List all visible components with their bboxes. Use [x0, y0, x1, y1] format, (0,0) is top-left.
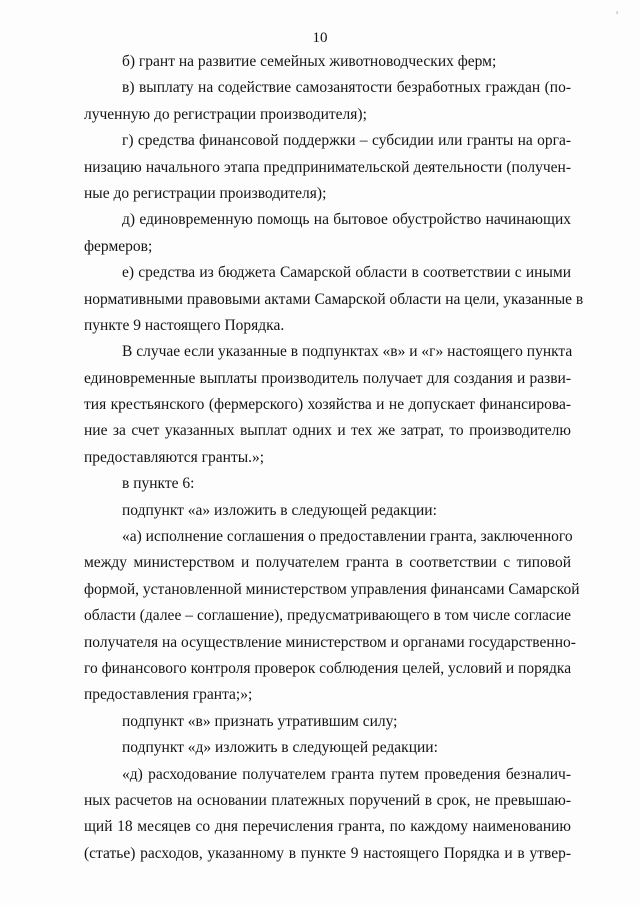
text-line: тия крестьянского (фермерского) хозяйства и не допускает финансирова- [84, 396, 571, 414]
text-line: «а) исполнение соглашения о предоставлении гранта, заключенного [122, 528, 573, 546]
text-line: подпункт «а» изложить в следующей редакции: [122, 501, 437, 519]
text-line: в) выплату на содействие самозанятости безработных граждан (по- [122, 79, 571, 97]
text-line: низацию начального этапа предпринимательской деятельности (получен- [84, 158, 571, 176]
text-line: получателя на осуществление министерством и органами государственно- [84, 633, 576, 651]
text-line: предоставляются гранты.»; [84, 448, 265, 466]
text-line: единовременные выплаты производитель получает для создания и разви- [84, 369, 571, 387]
text-line: формой, установленной министерством управления финансами Самарской [84, 580, 580, 598]
document-body [84, 49, 584, 867]
text-line: области (далее – соглашение), предусматривающего в том числе согласие [84, 607, 571, 625]
text-line: подпункт «д» изложить в следующей редакции: [122, 739, 438, 757]
text-line: ние за счет указанных выплат одних и тех же затрат, то производителю [84, 422, 571, 440]
text-line: нормативными правовыми актами Самарской области на цели, указанные в [84, 290, 584, 308]
text-line: ных расчетов на основании платежных поручений в срок, не превышаю- [84, 791, 571, 809]
text-line: «д) расходование получателем гранта путем проведения безналич- [122, 765, 571, 783]
text-line: ные до регистрации производителя); [84, 184, 327, 202]
text-line: подпункт «в» признать утратившим силу; [122, 712, 398, 730]
text-line: лученную до регистрации производителя); [84, 105, 367, 123]
text-line: предоставления гранта;»; [84, 686, 253, 704]
text-line: б) грант на развитие семейных животноводческих ферм; [122, 53, 497, 70]
page-number: 10 [312, 30, 328, 46]
text-line: фермеров; [84, 237, 153, 255]
text-line: г) средства финансовой поддержки – субсидии или гранты на орга- [122, 132, 571, 150]
text-line: е) средства из бюджета Самарской области в соответствии с иными [122, 264, 571, 282]
text-line: между министерством и получателем гранта в соответствии с типовой [84, 554, 571, 572]
corner-mark: ' [616, 8, 619, 22]
text-line: В случае если указанные в подпунктах «в» и «г» настоящего пункта [122, 343, 573, 361]
text-line: пункте 9 настоящего Порядка. [84, 316, 285, 334]
text-line: го финансового контроля проверок соблюдения целей, условий и порядка [84, 659, 572, 677]
text-line: д) единовременную помощь на бытовое обустройство начинающих [122, 211, 571, 229]
text-line: (статье) расходов, указанному в пункте 9 настоящего Порядка и в утвер- [84, 844, 571, 862]
text-line: в пункте 6: [122, 475, 195, 493]
text-line: щий 18 месяцев со дня перечисления гранта, по каждому наименованию [84, 818, 571, 836]
